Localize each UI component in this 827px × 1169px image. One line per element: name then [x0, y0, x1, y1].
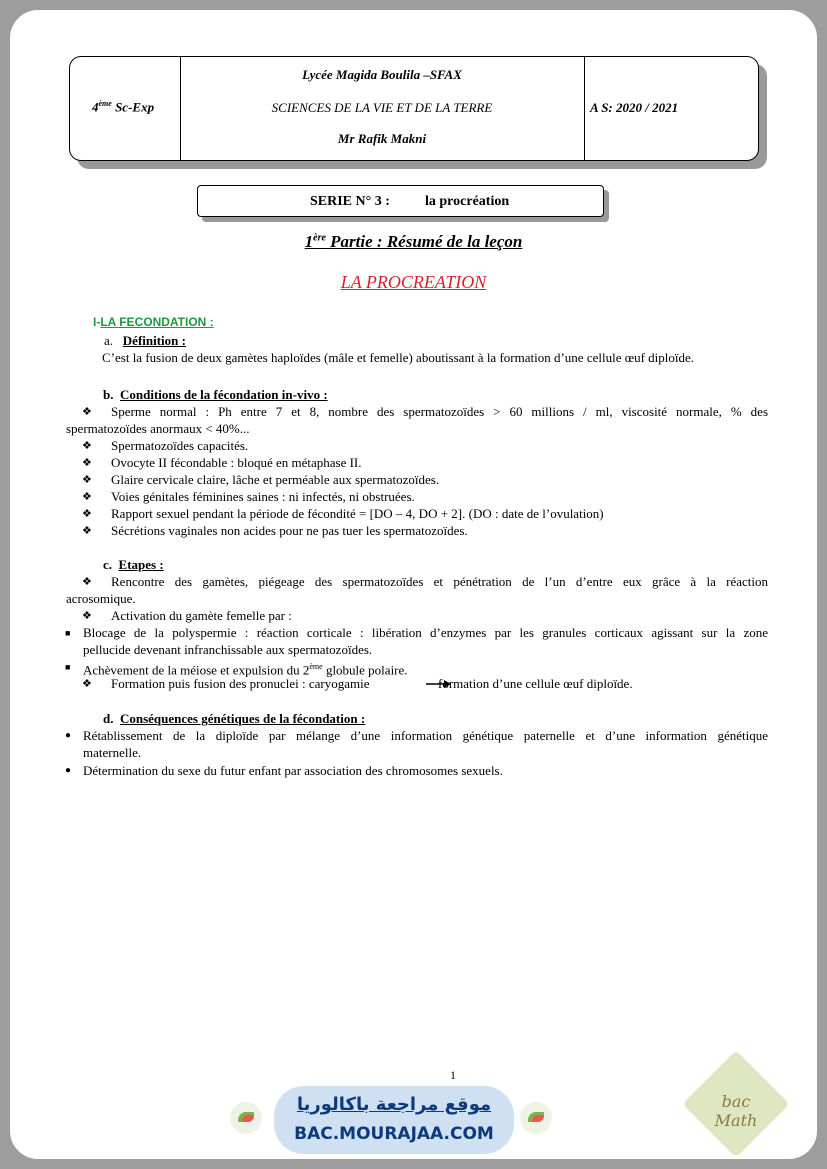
round-bullet-icon: ●: [65, 765, 72, 776]
consequence-item: Détermination du sexe du futur enfant par association des chromosomes sexuels.: [83, 763, 503, 778]
condition-line: spermatozoïdes anormaux < 40%...: [66, 421, 250, 436]
diamond-bullet-icon: ❖: [82, 491, 92, 503]
subsection-a-heading: a. Définition :: [104, 333, 186, 348]
main-title: LA PROCREATION: [340, 272, 487, 292]
subsection-c-heading: c. Etapes :: [103, 557, 164, 572]
condition-item: Glaire cervicale claire, lâche et perméable aux spermatozoïdes.: [111, 472, 440, 487]
header-class-cell: [70, 57, 181, 160]
school-name: Lycée Magida Boulila –SFAX: [302, 67, 462, 82]
consequence-line: maternelle.: [83, 745, 142, 760]
subsection-b-heading: b. Conditions de la fécondation in-vivo :: [103, 387, 328, 402]
bac-math-badge-text: bac Math: [714, 1092, 758, 1130]
square-bullet-icon: ■: [65, 662, 71, 672]
diamond-bullet-icon: ❖: [82, 610, 92, 622]
condition-item: Rapport sexuel pendant la période de fécondité = [DO – 4, DO + 2]. (DO : date de l’ovulation): [111, 506, 604, 521]
site-logo-icon: [520, 1102, 552, 1134]
site-name-arabic: موقع مراجعة باكالوريا: [296, 1094, 492, 1115]
step-item: Formation puis fusion des pronuclei : caryogamie: [111, 676, 370, 691]
header-center-cell: [180, 57, 585, 160]
step-item: Activation du gamète femelle par :: [111, 608, 292, 623]
school-year: A S: 2020 / 2021: [590, 100, 679, 115]
consequence-line: Rétablissement de la diploïde par mélange d’une information génétique paternelle et d’une information génétique: [83, 728, 768, 743]
class-level: 4ème Sc-Exp: [92, 99, 155, 115]
diamond-bullet-icon: ❖: [82, 440, 92, 452]
square-bullet-icon: ■: [65, 628, 71, 638]
definition-text: C’est la fusion de deux gamètes haploïdes (mâle et femelle) aboutissant à la formation d’une cellule œuf diploïde.: [102, 350, 695, 365]
teacher-name: Mr Rafik Makni: [337, 131, 427, 146]
diamond-bullet-icon: ❖: [82, 678, 92, 690]
header-box: [69, 56, 759, 161]
part-title: 1ère Partie : Résumé de la leçon: [304, 232, 523, 251]
step-sub-line: pellucide devenant infranchissable aux spermatozoïdes.: [83, 642, 373, 657]
document-page: [10, 10, 817, 1159]
round-bullet-icon: ●: [65, 730, 72, 741]
diamond-bullet-icon: ❖: [82, 525, 92, 537]
step-sub-item: Achèvement de la méiose et expulsion du 2ème globule polaire.: [83, 662, 408, 678]
subject-name: SCIENCES DE LA VIE ET DE LA TERRE: [271, 100, 493, 115]
site-url: BAC.MOURAJAA.COM: [294, 1124, 494, 1144]
condition-line: Sperme normal : Ph entre 7 et 8, nombre des spermatozoïdes > 60 millions / ml, viscosité normale, % des: [111, 404, 768, 419]
serie-number: SERIE N° 3 :: [310, 194, 390, 209]
serie-box: [197, 185, 604, 217]
serie-topic: la procréation: [425, 194, 510, 209]
diamond-bullet-icon: ❖: [82, 576, 92, 588]
diamond-bullet-icon: ❖: [82, 508, 92, 520]
step-line: Rencontre des gamètes, piégeage des spermatozoïdes et pénétration de l’un d’entre eux grâce à la réaction: [111, 574, 768, 589]
site-banner-link[interactable]: [274, 1086, 514, 1154]
page-number: 1: [450, 1068, 456, 1082]
site-logo-icon: [230, 1102, 262, 1134]
step-item-result: formation d’une cellule œuf diploïde.: [438, 676, 633, 691]
subsection-d-heading: d. Conséquences génétiques de la fécondation :: [103, 711, 366, 726]
step-sub-line: Blocage de la polyspermie : réaction corticale : libération d’enzymes par les granules corticaux agissant sur la zone: [83, 625, 768, 640]
condition-item: Voies génitales féminines saines : ni infectés, ni obstruées.: [111, 489, 415, 504]
section-heading: I-LA FECONDATION :: [93, 315, 214, 329]
condition-item: Spermatozoïdes capacités.: [111, 438, 249, 453]
diamond-bullet-icon: ❖: [82, 457, 92, 469]
diamond-bullet-icon: ❖: [82, 474, 92, 486]
diamond-bullet-icon: ❖: [82, 406, 92, 418]
condition-item: Sécrétions vaginales non acides pour ne pas tuer les spermatozoïdes.: [111, 523, 468, 538]
header-year-cell: [584, 57, 758, 160]
step-line: acrosomique.: [66, 591, 136, 606]
condition-item: Ovocyte II fécondable : bloqué en métaphase II.: [111, 455, 362, 470]
